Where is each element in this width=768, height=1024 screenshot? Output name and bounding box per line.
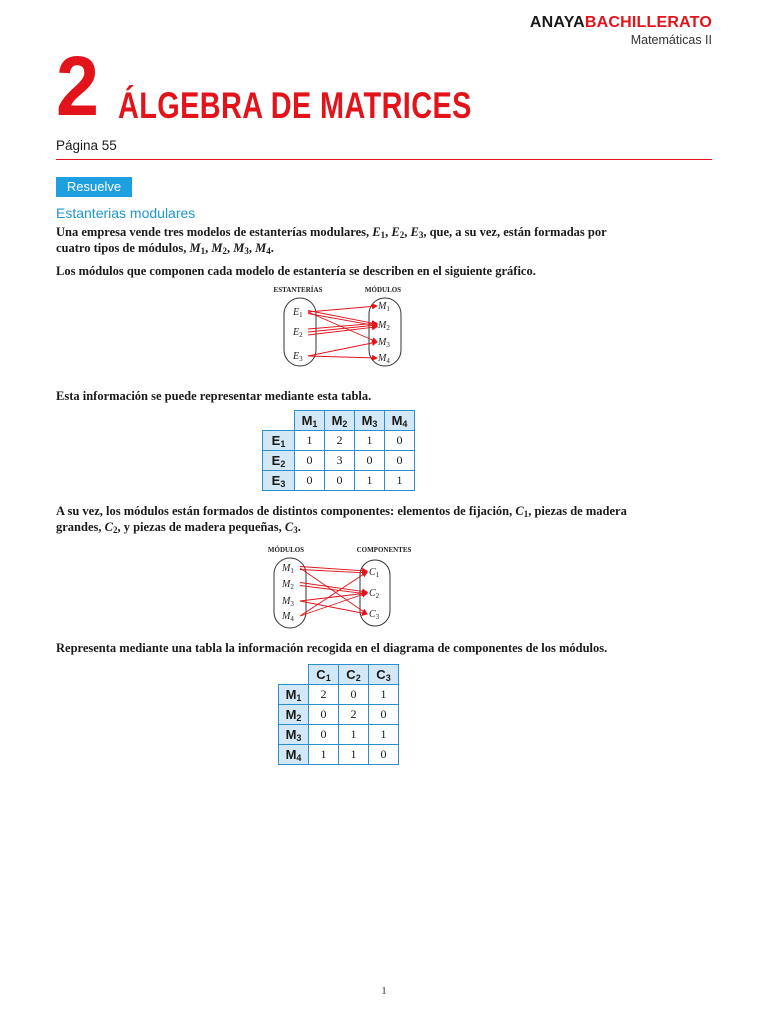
modulos-label: MÓDULOS [267,546,305,554]
table-cell: 1 [339,745,369,765]
brand-logo [530,14,712,32]
table-row [279,745,399,765]
exercise-prompt: Representa mediante una tabla la información recogida en el diagrama de componentes de los módulos. [56,641,608,655]
diagram-node: $E_2$ [293,327,303,339]
table-cell: 0 [309,725,339,745]
components-paragraph: A su vez, los módulos están formados de distintos componentes: elementos de fijación, $C_1$, piezas de madera grandes, $C_2$, y piezas de madera pequeñas, $C_3$. [56,504,627,535]
table-cell: 0 [309,705,339,725]
table-cell: 1 [369,685,399,705]
table-cell: 0 [369,745,399,765]
diagram-node: $M_4$ [378,353,390,365]
diagram-node: $M_3$ [378,337,390,349]
diagram-arrow [308,342,377,356]
modulos-label: MÓDULOS [364,286,402,294]
table-row [263,471,415,491]
table-cell: 1 [385,471,415,491]
diagram-node: $E_3$ [293,351,303,363]
row-header: $E_3$ [263,471,295,491]
page-reference: Página 55 [56,138,117,153]
diagram-node: $E_1$ [293,307,303,319]
table-cell: 0 [295,451,325,471]
table-intro: Esta información se puede representar mediante esta tabla. [56,389,372,403]
diagram-arrow [308,306,377,312]
shelves-modules-diagram [262,280,422,372]
modules-components-diagram [258,542,428,634]
table-cell: 0 [385,451,415,471]
brand-anaya: ANAYA [529,14,585,31]
table-cell: 0 [385,431,415,451]
components-nodes [369,567,380,621]
table-cell: 1 [355,431,385,451]
diagram-node: $C_1$ [369,567,380,579]
intro-paragraph: Una empresa vende tres modelos de estanterías modulares, $E_1$, $E_2$, $E_3$, que, a su vez, están formadas por cuatro tipos de módulos, $M_1$, $M_2$, $M_3$, $M_4$. [56,225,607,256]
shelves-nodes [292,307,303,363]
table-cell: 2 [325,431,355,451]
row-header: $M_3$ [279,725,309,745]
section-title: Estanterias modulares [56,205,196,221]
diagram-arrow [308,312,377,342]
row-header: $M_2$ [279,705,309,725]
row-header: $M_1$ [279,685,309,705]
column-header: $C_1$ [309,665,339,685]
diagram-node: $C_3$ [369,609,380,621]
chapter-title: ÁLGEBRA DE MATRICES [118,85,472,126]
table-row [279,685,399,705]
diagram-node: $C_2$ [369,588,380,600]
table-row [263,451,415,471]
table-corner [263,411,295,431]
column-header: $M_1$ [295,411,325,431]
diagram-arrow [308,356,377,358]
table-cell: 1 [295,431,325,451]
table-cell: 1 [339,725,369,745]
diagram-node: $M_1$ [282,563,294,575]
shelves-modules-table [262,410,415,491]
diagram-node: $M_3$ [282,596,294,608]
modules-nodes [377,301,390,365]
table-cell: 0 [295,471,325,491]
diagram-description: Los módulos que componen cada modelo de estantería se describen en el siguiente gráfico. [56,264,536,278]
table-cell: 1 [309,745,339,765]
column-header: $M_4$ [385,411,415,431]
diagram-node: $M_2$ [282,579,294,591]
subject-name: Matemáticas II [630,33,712,47]
table-cell: 2 [339,705,369,725]
column-header: $C_3$ [369,665,399,685]
table-cell: 0 [325,471,355,491]
header-divider [56,159,712,160]
publisher-brand [530,14,712,48]
row-header: $E_2$ [263,451,295,471]
row-header: $M_4$ [279,745,309,765]
table-cell: 3 [325,451,355,471]
table-cell: 0 [355,451,385,471]
table-row [263,431,415,451]
componentes-label: COMPONENTES [356,546,412,554]
table-cell: 0 [339,685,369,705]
diagram-arrow [308,311,377,325]
shelves-arrows [308,306,377,358]
chapter-number: 2 [56,39,99,133]
table-cell: 2 [309,685,339,705]
estanterias-label: ESTANTERÍAS [273,286,323,294]
row-header: $E_1$ [263,431,295,451]
diagram-node: $M_1$ [378,301,390,313]
brand-bachillerato: BACHILLERATO [584,14,712,31]
table-cell: 0 [369,705,399,725]
modules-nodes [281,563,294,623]
table-corner [279,665,309,685]
diagram-arrow [300,593,367,616]
column-header: $M_2$ [325,411,355,431]
table-row [279,725,399,745]
modules-arrows [300,567,367,617]
modules-components-table [278,664,399,765]
resuelve-badge: Resuelve [56,177,132,197]
table-cell: 1 [369,725,399,745]
table-cell: 1 [355,471,385,491]
diagram-node: $M_4$ [282,611,294,623]
table-row [279,705,399,725]
column-header: $C_2$ [339,665,369,685]
diagram-arrow [300,586,367,594]
page-number: 1 [381,985,387,997]
column-header: $M_3$ [355,411,385,431]
diagram-node: $M_2$ [378,320,390,332]
